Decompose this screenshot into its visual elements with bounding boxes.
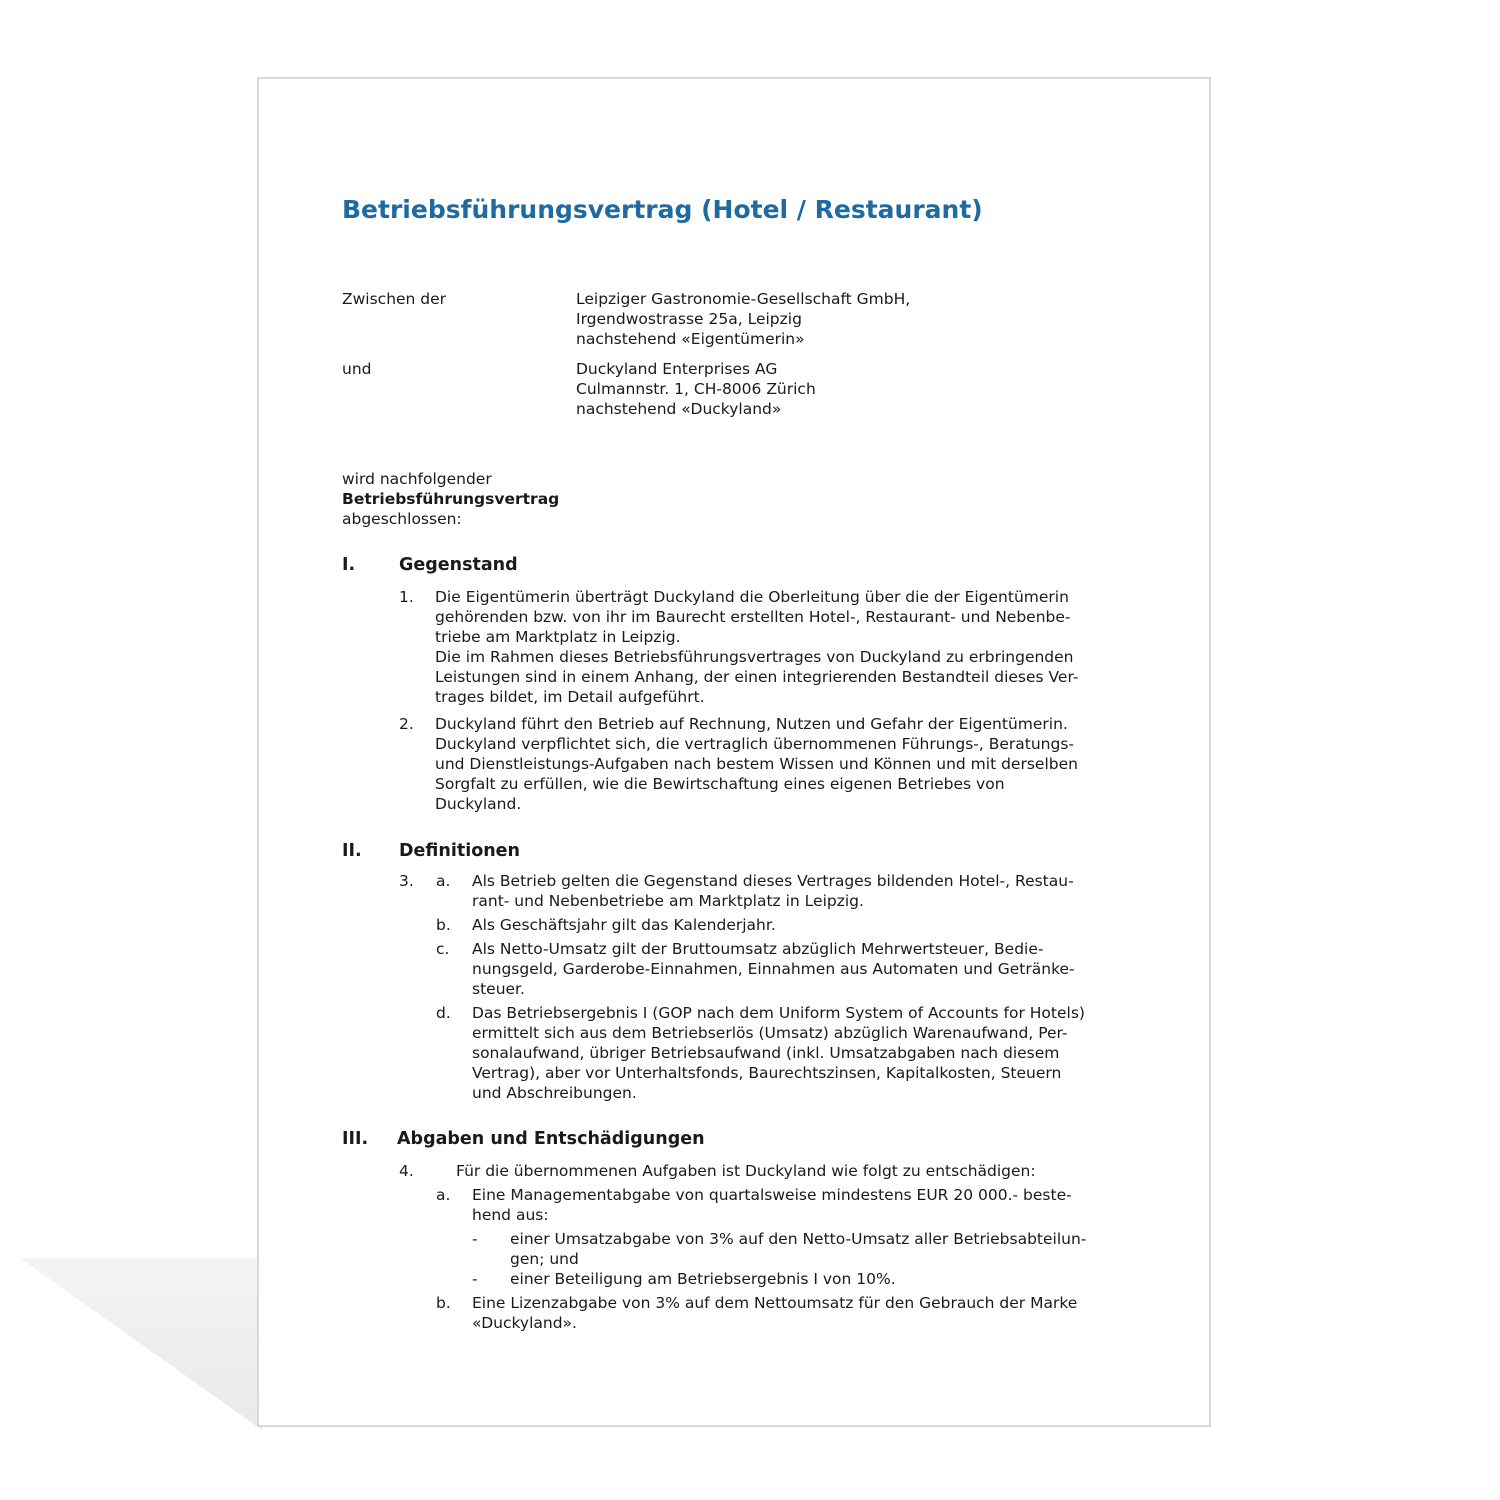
text-line: Sorgfalt zu erfüllen, wie die Bewirtschaftung eines eigenen Betriebes von: [435, 775, 1005, 793]
text-line: Leistungen sind in einem Anhang, der einen integrierenden Bestandteil dieses Ver-: [435, 668, 1079, 686]
section-title: Gegenstand: [399, 555, 518, 575]
text-line: Duckyland verpflichtet sich, die vertraglich übernommenen Führungs-, Beratungs-: [435, 735, 1074, 753]
party-owner: [576, 289, 910, 349]
party-owner-line: Leipziger Gastronomie-Gesellschaft GmbH,: [576, 290, 911, 308]
item-number: 2.: [399, 715, 414, 733]
text-line: Eine Lizenzabgabe von 3% auf dem Nettoumsatz für den Gebrauch der Marke: [472, 1294, 1078, 1312]
text-line: Als Betrieb gelten die Gegenstand dieses Vertrages bildenden Hotel-, Restau-: [472, 872, 1074, 890]
text-line: und Dienstleistungs-Aufgaben nach bestem Wissen und Können und mit derselben: [435, 755, 1078, 773]
section-number: II.: [342, 841, 362, 861]
text-line: gen; und: [510, 1250, 579, 1268]
item-number: 4.: [399, 1162, 414, 1180]
text-line: rant- und Nebenbetriebe am Marktplatz in Leipzig.: [472, 892, 864, 910]
item-number: 3.: [399, 872, 414, 890]
sub-letter: b.: [436, 1294, 451, 1312]
party-label-owner: Zwischen der: [342, 290, 447, 308]
sub-text: [472, 1185, 1072, 1225]
page-shadow: [0, 1250, 262, 1430]
text-line: sonalaufwand, übriger Betriebsaufwand (inkl. Umsatzabgaben nach diesem: [472, 1044, 1060, 1062]
text-line: Duckyland.: [435, 795, 522, 813]
section-heading-2: [342, 841, 842, 865]
party-operator-line: Culmannstr. 1, CH-8006 Zürich: [576, 380, 816, 398]
text-line: Das Betriebsergebnis I (GOP nach dem Uniform System of Accounts for Hotels): [472, 1004, 1085, 1022]
text-line: ermittelt sich aus dem Betriebserlös (Umsatz) abzüglich Warenaufwand, Per-: [472, 1024, 1068, 1042]
text-line: trages bildet, im Detail aufgeführt.: [435, 688, 705, 706]
item-text: [435, 714, 1078, 814]
text-line: nungsgeld, Garderobe-Einnahmen, Einnahmen aus Automaten und Getränke-: [472, 960, 1075, 978]
sub-text: [472, 915, 776, 935]
party-label-operator: und: [342, 360, 372, 378]
section-number: III.: [342, 1129, 369, 1149]
sub-text: [472, 939, 1075, 999]
sub-letter: c.: [436, 940, 450, 958]
item-text: Für die übernommenen Aufgaben ist Duckyland wie folgt zu entschädigen:: [456, 1162, 1036, 1180]
sub-text: [472, 1003, 1085, 1103]
text-line: Als Geschäftsjahr gilt das Kalenderjahr.: [472, 916, 776, 934]
section-heading-3: [342, 1129, 942, 1153]
text-line: Eine Managementabgabe von quartalsweise mindestens EUR 20 000.- beste-: [472, 1186, 1072, 1204]
dash-marker: -: [472, 1270, 478, 1288]
text-line: «Duckyland».: [472, 1314, 577, 1332]
item-text: [435, 587, 1078, 707]
text-line: Als Netto-Umsatz gilt der Bruttoumsatz abzüglich Mehrwertsteuer, Bedie-: [472, 940, 1044, 958]
party-operator-line: nachstehend «Duckyland»: [576, 400, 782, 418]
text-line: hend aus:: [472, 1206, 549, 1224]
section-title: Abgaben und Entschädigungen: [397, 1129, 705, 1149]
dash-marker: -: [472, 1230, 478, 1248]
intro-line: wird nachfolgender: [342, 470, 492, 488]
text-line: und Abschreibungen.: [472, 1084, 637, 1102]
sub-text: [472, 1293, 1077, 1333]
text-line: Die im Rahmen dieses Betriebsführungsvertrages von Duckyland zu erbringenden: [435, 648, 1074, 666]
section-number: I.: [342, 555, 356, 575]
dash-text: [510, 1229, 1086, 1269]
intro: [342, 469, 559, 529]
party-operator-line: Duckyland Enterprises AG: [576, 360, 778, 378]
dash-text: [510, 1269, 896, 1289]
text-line: Vertrag), aber vor Unterhaltsfonds, Baurechtszinsen, Kapitalkosten, Steuern: [472, 1064, 1062, 1082]
intro-contract-name: Betriebsführungsvertrag: [342, 490, 560, 508]
section-heading-1: [342, 555, 842, 579]
document-title: Betriebsführungsvertrag (Hotel / Restaurant): [342, 195, 983, 224]
text-line: einer Umsatzabgabe von 3% auf den Netto-Umsatz aller Betriebsabteilun-: [510, 1230, 1087, 1248]
sub-letter: d.: [436, 1004, 451, 1022]
party-owner-line: Irgendwostrasse 25a, Leipzig: [576, 310, 802, 328]
text-line: steuer.: [472, 980, 525, 998]
text-line: einer Beteiligung am Betriebsergebnis I von 10%.: [510, 1270, 896, 1288]
item-number: 1.: [399, 588, 414, 606]
text-line: gehörenden bzw. von ihr im Baurecht erstellten Hotel-, Restaurant- und Nebenbe-: [435, 608, 1071, 626]
text-line: triebe am Marktplatz in Leipzig.: [435, 628, 681, 646]
text-line: Die Eigentümerin überträgt Duckyland die Oberleitung über die der Eigentümerin: [435, 588, 1069, 606]
sub-letter: b.: [436, 916, 451, 934]
party-operator: [576, 359, 816, 419]
sub-letter: a.: [436, 1186, 451, 1204]
section-title: Definitionen: [399, 841, 520, 861]
intro-line: abgeschlossen:: [342, 510, 462, 528]
sub-text: [472, 871, 1074, 911]
party-owner-line: nachstehend «Eigentümerin»: [576, 330, 805, 348]
document-page: [257, 77, 1211, 1427]
sub-letter: a.: [436, 872, 451, 890]
text-line: Duckyland führt den Betrieb auf Rechnung, Nutzen und Gefahr der Eigentümerin.: [435, 715, 1068, 733]
